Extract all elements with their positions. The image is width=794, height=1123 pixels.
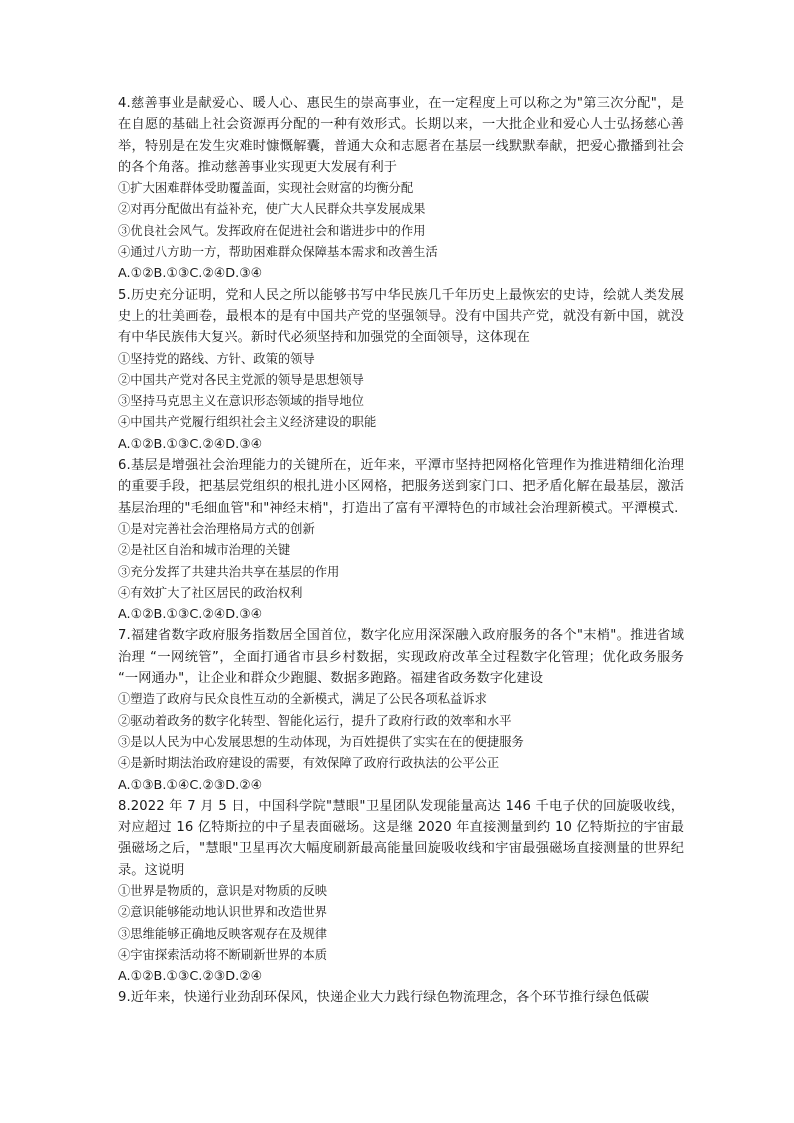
option-1: ①坚持党的路线、方针、政策的领导 [118, 351, 315, 366]
option-1: ①世界是物质的，意识是对物质的反映 [118, 883, 328, 898]
option-4: ④中国共产党履行组织社会主义经济建设的职能 [118, 415, 377, 430]
question-stem: 9.近年来，快递行业劲刮环保风，快递企业大力践行绿色物流理念，各个环节推行绿色低碳 [118, 990, 649, 1006]
option-1: ①塑造了政府与民众良性互动的全新模式，满足了公民各项私益诉求 [118, 692, 487, 707]
question-9 [118, 987, 684, 1008]
option-3: ③优良社会风气。发挥政府在促进社会和谐进步中的作用 [118, 223, 426, 238]
question-6 [118, 455, 684, 625]
question-5 [118, 285, 684, 455]
option-1: ①扩大困难群体受助覆盖面，实现社会财富的均衡分配 [118, 181, 414, 196]
option-4: ④通过八方助一方，帮助困难群众保障基本需求和改善生活 [118, 245, 438, 260]
answer-choices: A.①②B.①③C.②③D.②④ [118, 969, 263, 985]
answer-choices: A.①②B.①③C.②④D.③④ [118, 436, 263, 452]
answer-choices: A.①②B.①③C.②④D.③④ [118, 266, 263, 282]
question-stem: 6.基层是增强社会治理能力的关键所在，近年来，平潭市坚持把网格化管理作为推进精细化治理的重要手段，把基层党组织的根扎进小区网格，把服务送到家门口、把矛盾化解在最基层，激活基层治理的"毛细血管"和"神经末梢"，打造出了富有平潭特色的市域社会治理新模式。平潭模式. [118, 458, 684, 516]
question-7 [118, 625, 684, 795]
option-1: ①是对完善社会治理格局方式的创新 [118, 521, 315, 536]
option-3: ③是以人民为中心发展思想的生动体现，为百姓提供了实实在在的便捷服务 [118, 734, 524, 749]
option-3: ③充分发挥了共建共治共享在基层的作用 [118, 564, 340, 579]
option-2: ②对再分配做出有益补充，使广大人民群众共享发展成果 [118, 202, 426, 217]
option-2: ②意识能够能动地认识世界和改造世界 [118, 905, 328, 920]
question-8 [118, 796, 684, 988]
option-3: ③坚持马克思主义在意识形态领域的指导地位 [118, 394, 364, 409]
document-page [118, 93, 684, 1009]
question-4 [118, 93, 684, 285]
option-2: ②中国共产党对各民主党派的领导是思想领导 [118, 372, 364, 387]
answer-choices: A.①②B.①③C.②④D.③④ [118, 607, 263, 623]
option-4: ④有效扩大了社区居民的政治权利 [118, 585, 303, 600]
option-4: ④宇宙探索活动将不断刷新世界的本质 [118, 947, 328, 962]
question-stem: 4.慈善事业是献爱心、暖人心、惠民生的崇高事业，在一定程度上可以称之为"第三次分配"，是在自愿的基础上社会资源再分配的一种有效形式。长期以来，一大批企业和爱心人士弘扬慈心善举，特别是在发生灾难时慷慨解囊，普通大众和志愿者在基层一线默默奉献，把爱心撒播到社会的各个角落。推动慈善事业实现更大发展有利于 [118, 96, 684, 175]
option-2: ②驱动着政务的数字化转型、智能化运行，提升了政府行政的效率和水平 [118, 713, 512, 728]
question-stem: 5.历史充分证明，党和人民之所以能够书写中华民族几千年历史上最恢宏的史诗，绘就人类发展史上的壮美画卷，最根本的是有中国共产党的坚强领导。没有中国共产党，就没有新中国，就没有中华民族伟大复兴。新时代必须坚持和加强党的全面领导，这体现在 [118, 287, 684, 346]
question-stem: 7.福建省数字政府服务指数居全国首位，数字化应用深深融入政府服务的各个"末梢"。推进省域治理 “一网统管”，全面打通省市县乡村数据，实现政府改革全过程数字化管理；优化政务服务 “一网通办"，让企业和群众少跑腿、数据多跑路。福建省政务数字化建设 [118, 628, 684, 687]
option-2: ②是社区自治和城市治理的关键 [118, 543, 291, 558]
question-stem: 8.2022 年 7 月 5 日，中国科学院"慧眼"卫星团队发现能量高达 146 千电子伏的回旋吸收线，对应超过 16 亿特斯拉的中子星表面磁场。这是继 2020 年直接测量到约 10 亿特斯拉的宇宙最强磁场之后，"慧眼"卫星再次大幅度刷新最高能量回旋吸收线和宇宙最强磁场直接测量的世界纪录。这说明 [118, 798, 684, 878]
option-4: ④是新时期法治政府建设的需要，有效保障了政府行政执法的公平公正 [118, 756, 500, 771]
option-3: ③思维能够正确地反映客观存在及规律 [118, 926, 328, 941]
answer-choices: A.①③B.①④C.②③D.②④ [118, 777, 263, 793]
